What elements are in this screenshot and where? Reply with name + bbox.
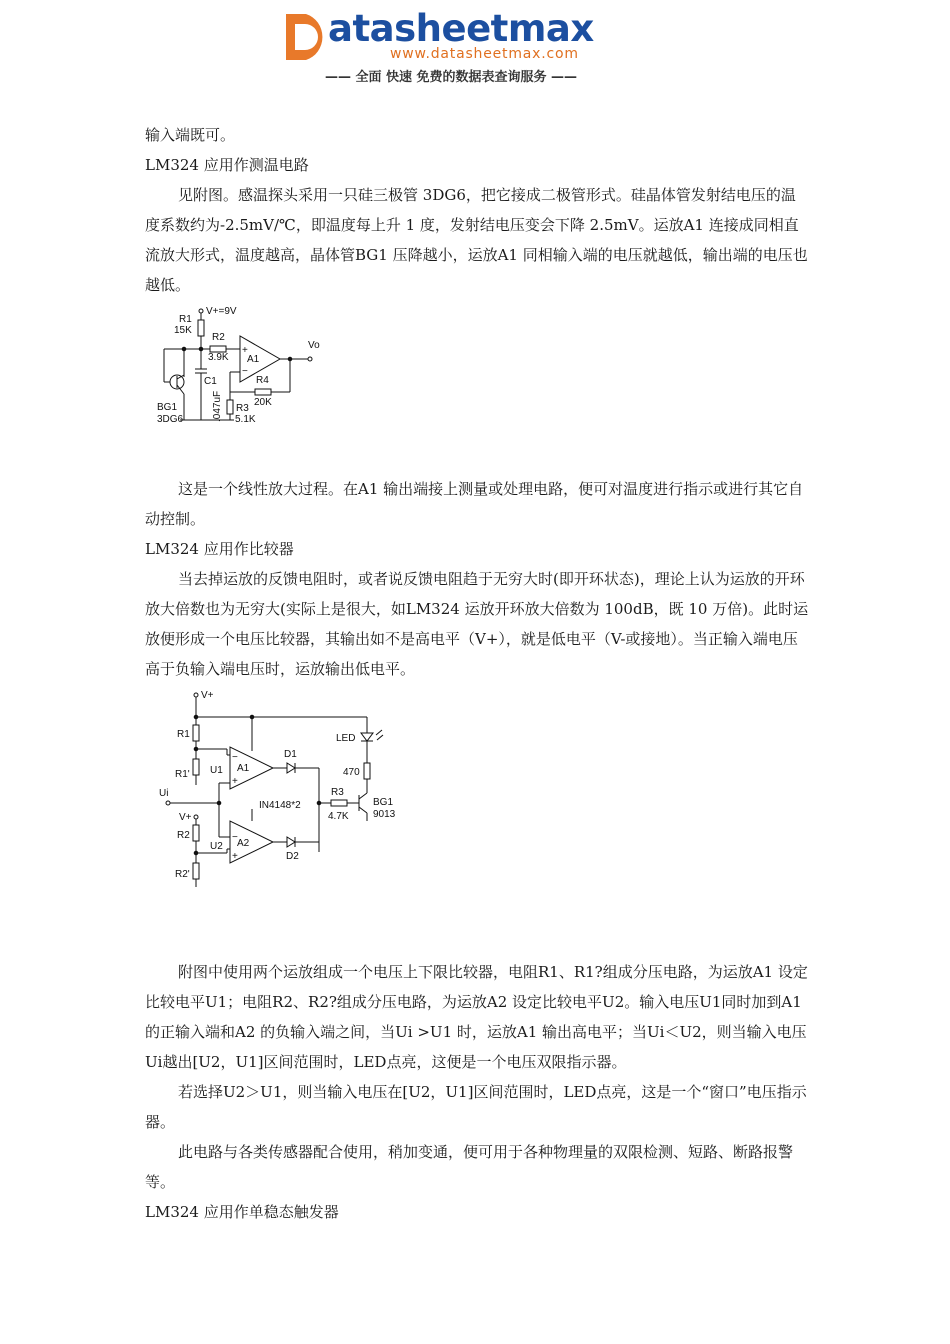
fig2-ui-label: Ui [159, 788, 169, 799]
fig2-u1-label: U1 [210, 765, 223, 776]
fig1-a1-label: A1 [247, 354, 260, 365]
section-heading-comparator: LM324 应用作比较器 [145, 540, 294, 558]
fig2-r1-label: R1 [177, 729, 190, 740]
logo-tagline: —— 全面 快速 免费的数据表查询服务 —— [324, 70, 578, 85]
fig2-d2-label: D2 [286, 851, 299, 862]
fig1-opamp-plus: + [242, 345, 248, 356]
fig2-led-label: LED [336, 733, 356, 744]
fig2-diodes-label: IN4148*2 [259, 800, 301, 811]
fig1-r2-label: R2 [212, 332, 225, 343]
paragraph: 当去掉运放的反馈电阻时，或者说反馈电阻趋于无穷大时(即开环状态)，理论上认为运放的开环放大倍数也为无穷大(实际上是很大，如LM324 运放开环放大倍数为 100dB，既 10 万倍)。此时运放便形成一个电压比较器，其输出如不是高电平（V+），就是低电平（V-或接地）。当正输入端电压高于负输入端电压时，运放输出低电平。 [145, 570, 809, 678]
section-heading-thermometer: LM324 应用作测温电路 [145, 156, 309, 174]
fig1-r3-label: R3 [236, 403, 249, 414]
fig2-r1p-label: R1' [175, 769, 190, 780]
fig2-a1-label: A1 [237, 763, 250, 774]
section-heading-monostable: LM324 应用作单稳态触发器 [145, 1203, 339, 1221]
fig1-c1-label: C1 [204, 376, 217, 387]
fig2-a2-plus: + [232, 851, 238, 862]
paragraph: 这是一个线性放大过程。在A1 输出端接上测量或处理电路，便可对温度进行指示或进行其它自动控制。 [145, 480, 804, 528]
fig2-bg1-value: 9013 [373, 809, 396, 820]
fig2-vplus-top: V+ [201, 690, 214, 701]
paragraph: 附图中使用两个运放组成一个电压上下限比较器，电阻R1、R1?组成分压电路，为运放A1 设定比较电平U1；电阻R2、R2?组成分压电路，为运放A2 设定比较电平U2。输入电压U1同时加到A1 的正输入端和A2 的负输入端之间，当Ui >U1 时，运放A1 输出高电平；当Ui＜U2，则当输入电压Ui越出[U2，U1]区间范围时，LED点亮，这便是一个电压双限指示器。 [145, 963, 808, 1071]
fig1-bg1-value: 3DG6 [157, 414, 184, 425]
fig2-r3-label: R3 [331, 787, 344, 798]
fig1-r4-value: 20K [254, 397, 272, 408]
fig2-u2-label: U2 [210, 841, 223, 852]
fig2-a2-label: A2 [237, 838, 250, 849]
fig2-a1-minus: − [232, 752, 238, 763]
fig2-r2-label: R2 [177, 830, 190, 841]
fig2-d1-label: D1 [284, 749, 297, 760]
fig1-vplus-label: V+=9V [206, 306, 237, 317]
figure-window-comparator [155, 685, 400, 895]
paragraph: 此电路与各类传感器配合使用，稍加变通，便可用于各种物理量的双限检测、短路、断路报警等。 [145, 1143, 794, 1191]
fig2-r3-value: 4.7K [328, 811, 349, 822]
fig1-r4-label: R4 [256, 375, 269, 386]
logo-url: www.datasheetmax.com [390, 46, 579, 62]
fig1-opamp-minus: − [242, 366, 248, 377]
fig1-r1-label: R1 [179, 314, 192, 325]
fig2-bg1-label: BG1 [373, 797, 394, 808]
paragraph: 见附图。感温探头采用一只硅三极管 3DG6，把它接成二极管形式。硅晶体管发射结电压的温度系数约为-2.5mV/℃，即温度每上升 1 度，发射结电压变会下降 2.5mV。运放A1 连接成同相直流放大形式，温度越高，晶体管BG1 压降越小，运放A1 同相输入端的电压就越低，输出端的电压也越低。 [145, 186, 808, 294]
fig2-a1-plus: + [232, 776, 238, 787]
fig1-r2-value: 3.9K [208, 352, 229, 363]
fig2-vplus-mid: V+ [179, 812, 192, 823]
fig2-r470-label: 470 [343, 767, 360, 778]
datasheetmax-logo [276, 6, 626, 86]
fig1-vo-label: Vo [308, 340, 320, 351]
logo-d-icon [280, 10, 330, 62]
fig1-bg1-label: BG1 [157, 402, 178, 413]
fig2-a2-minus: − [232, 832, 238, 843]
figure-temperature-circuit [150, 302, 330, 432]
fig1-c1-value: .047uF [212, 390, 223, 422]
fig1-r3-value: 5.1K [235, 414, 256, 425]
paragraph: 若选择U2＞U1，则当输入电压在[U2，U1]区间范围时，LED点亮，这是一个“窗口”电压指示器。 [145, 1083, 807, 1131]
fig1-r1-value: 15K [174, 325, 192, 336]
paragraph: 输入端既可。 [145, 126, 236, 144]
fig2-r2p-label: R2' [175, 869, 190, 880]
logo-wordmark: atasheetmax [328, 7, 594, 50]
